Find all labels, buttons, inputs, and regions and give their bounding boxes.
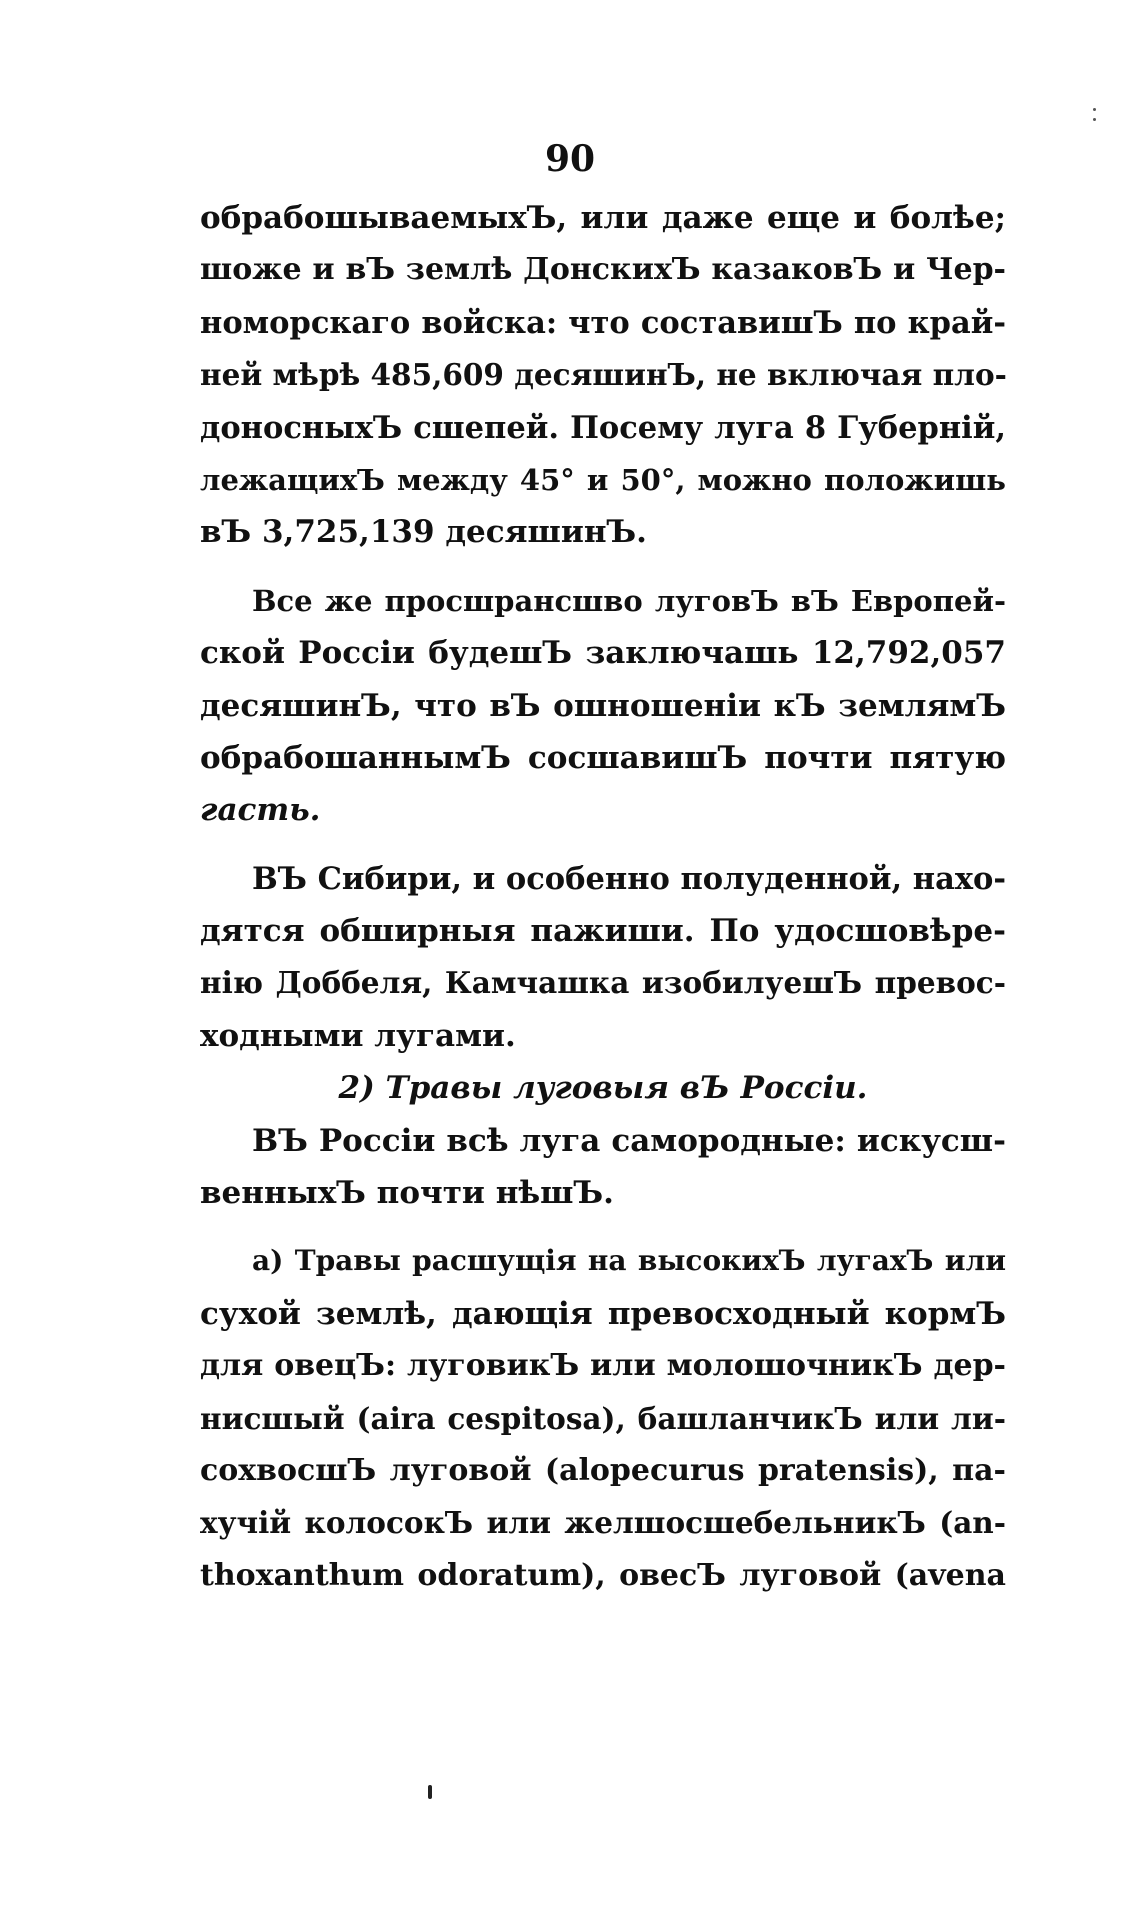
text-line: ВЪ Сибири, и особенно полуденной, нахо- [252,860,1007,897]
paragraph [200,1235,1006,1602]
text-line: ходными лугами. [200,1017,516,1054]
text-line: шоже и вЪ землѣ ДонскихЪ казаковЪ и Чер- [200,252,1006,288]
text-line: доносныхЪ сшепей. Посему луга 8 Губерній, [200,409,1006,446]
paragraph [200,853,1006,1063]
text-line: сохвосшЪ луговой (alopecurus pratensis), па- [200,1452,1006,1488]
text-line: гасть. [200,792,321,829]
ink-speck [428,1785,432,1799]
text-line: для овецЪ: луговикЪ или молошочникЪ дер- [200,1348,1006,1384]
text-line: Все же просшрансшво луговЪ вЪ Европей- [252,583,1006,618]
text-line: хучій колосокЪ или желшосшебельникЪ (an- [200,1505,1006,1541]
paragraph [200,575,1006,837]
text-line: дятся обширныя пажиши. По удосшовѣре- [200,913,1006,950]
section-heading: 2) Травы луговыя вЪ Россіи. [338,1070,868,1107]
paragraph [200,192,1006,559]
text-line: обрабошаннымЪ сосшавишЪ почти пятую [200,739,1006,776]
text-line: десяшинЪ, что вЪ ошношеніи кЪ землямЪ [200,687,1006,724]
text-line: сухой землѣ, дающія превосходный кормЪ [200,1295,1006,1332]
edge-dot [1093,108,1096,111]
text-line: ВЪ Россіи всѣ луга самородные: искусш- [252,1122,1006,1159]
page-number: 90 [544,138,596,180]
text-line: лежащихЪ между 45° и 50°, можно положишь [200,462,1006,497]
text-line: thoxanthum odoratum), овесЪ луговой (avena [200,1557,1006,1593]
text-line: ской Россіи будешЪ заключашь 12,792,057 [200,635,1006,672]
text-line: нисшый (aira cespitosa), башланчикЪ или ли- [200,1400,1006,1436]
text-line: вЪ 3,725,139 десяшинЪ. [200,514,647,551]
text-line: ней мѣрѣ 485,609 десяшинЪ, не включая пло- [200,357,1007,393]
text-line: обрабошываемыхЪ, или даже еще и болѣе; [200,200,1006,236]
paragraph [200,1115,1006,1220]
text-line: а) Травы расшущія на высокихЪ лугахЪ или [252,1244,1006,1278]
text-line: нію Доббеля, Камчашка изобилуешЪ превос- [200,965,1006,1001]
text-line: венныхЪ почти нѣшЪ. [200,1175,614,1212]
text-line: номорскаго войска: что составишЪ по край- [200,304,1006,341]
body-text [200,192,1006,1602]
edge-dot [1093,118,1096,121]
